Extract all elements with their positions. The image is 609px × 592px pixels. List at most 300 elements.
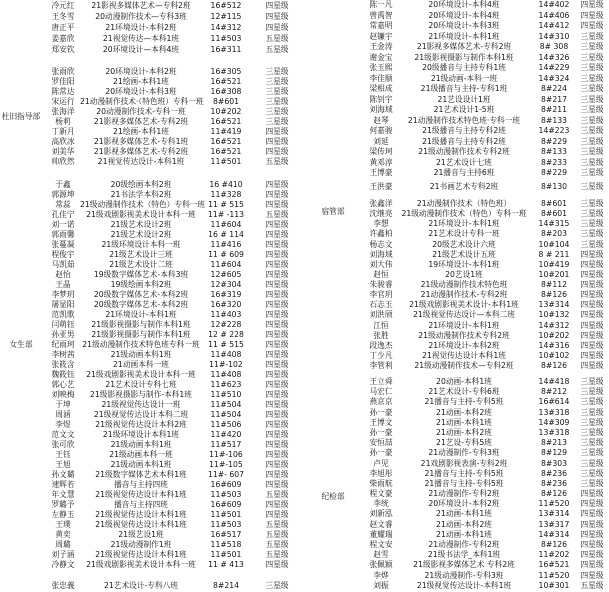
rating-cell: 五星级 (265, 490, 289, 499)
room-cell: 14#402 (538, 0, 570, 9)
room-cell: 14#326 (538, 52, 570, 62)
room-cell: 14#312 (538, 320, 570, 330)
class-cell: 21书法学本科2班 (110, 190, 172, 199)
room-cell: 11 # 515 (208, 200, 244, 209)
name-cell: 张雨欣 (51, 67, 75, 76)
room-cell: 11#504 (210, 400, 242, 409)
class-cell: 20环境设计-本科4班 (428, 0, 500, 9)
class-cell: 21播音与主持-专科5班 (424, 478, 504, 488)
table-row (300, 290, 609, 300)
room-cell: 11#501 (210, 510, 242, 519)
class-cell: 21环境设计-本科1班 (428, 31, 500, 41)
table-row (0, 350, 300, 360)
table-row (300, 53, 609, 64)
room-cell: 8#112 (540, 280, 567, 289)
table-row (300, 520, 609, 530)
class-cell: 21动漫制作技术特色班·专科一班 (407, 115, 521, 125)
table-row (0, 370, 300, 380)
table-row (300, 105, 609, 116)
department-label: 宿管部 (321, 207, 345, 216)
class-cell: 21级动画本科1班 (110, 460, 172, 469)
rating-cell: 四星级 (265, 350, 289, 359)
name-cell: 孔佳宁 (51, 210, 75, 219)
room-cell: 8#126 (540, 540, 567, 549)
class-cell: 21级视觉传达设计本科1班 (95, 510, 187, 519)
name-cell: 杨莉 (55, 117, 71, 126)
room-cell: 14#314 (538, 529, 570, 539)
rating-cell: 四星级 (265, 480, 289, 489)
class-cell: 21绘画-本科1班 (113, 77, 169, 86)
rating-cell: 三星级 (265, 581, 289, 590)
class-cell: 21级影视摄影与制作-本科1班 (89, 390, 192, 399)
room-cell: 11#419 (210, 127, 242, 136)
rating-cell: 三星级 (580, 136, 604, 146)
class-cell: 20级播音与主持专科1班 (422, 63, 506, 72)
table-row (300, 581, 609, 591)
name-cell: 罗佳阳 (51, 77, 75, 86)
class-cell: 21级动漫制作技术专科2班 (418, 330, 510, 340)
class-cell: 20环境设计-本科3班 (105, 87, 177, 96)
class-cell: 21级动漫制作-专科3班 (424, 570, 504, 580)
room-cell: 16 #410 (209, 180, 243, 189)
name-cell: 郭心艺 (51, 380, 75, 389)
table-row (0, 510, 300, 520)
right-table (300, 0, 609, 592)
rating-cell: 四星级 (580, 300, 604, 310)
table-row (300, 300, 609, 310)
table-row (0, 180, 300, 190)
class-cell: 21影视多媒体艺术-专科2班 (93, 117, 189, 126)
class-cell: 21级视觉传达设计一班 (101, 400, 181, 409)
name-cell: 刘海域 (369, 105, 393, 114)
rating-cell: 三星级 (580, 417, 604, 427)
room-cell: 16#311 (210, 45, 242, 54)
class-cell: 21播音与主持-专科5班 (424, 397, 504, 407)
table-row (300, 158, 609, 169)
room-cell: 11 # 609 (208, 250, 244, 259)
class-cell: 20级数字媒体艺术-本科2班 (93, 290, 189, 299)
room-cell: 11#-106 (209, 450, 243, 459)
rating-cell: 三星级 (580, 239, 604, 249)
room-cell: 8#601 (540, 209, 567, 219)
class-cell: 21艺术设计-专科八班 (103, 581, 179, 590)
class-cell: 21艺术设计1-5班 (433, 105, 495, 114)
table-row (0, 190, 300, 200)
name-cell: 江恒 (373, 320, 389, 330)
rating-cell: 三星级 (580, 168, 604, 177)
table-row (300, 95, 609, 106)
class-cell: 21动漫制作-专科2班 (428, 489, 500, 499)
table-section (300, 377, 609, 591)
class-cell: 20环境设计-本科2班 (428, 499, 500, 509)
class-cell: 21级动漫制作技术（特色）专科一班 (401, 209, 527, 219)
room-cell: 11#-102 (209, 360, 243, 369)
table-row (0, 420, 300, 430)
name-cell: 程俊宇 (51, 250, 75, 259)
rating-cell: 三星级 (580, 468, 604, 478)
name-cell: 马宏仁 (369, 387, 393, 397)
class-cell: 21动漫制作技术-专科2班 (420, 290, 508, 300)
rating-cell: 四星级 (265, 300, 289, 309)
table-row (0, 480, 300, 490)
table-row (300, 260, 609, 270)
rating-cell: 四星级 (580, 259, 604, 269)
class-cell: 21级视觉传达设计-本科1班 (416, 580, 512, 590)
rating-cell: 四星级 (265, 340, 289, 349)
table-row (300, 489, 609, 499)
table-row (300, 21, 609, 32)
name-cell: 赵琴 (373, 115, 389, 125)
name-cell: 王晶 (55, 280, 71, 289)
name-cell: 张胜 (373, 330, 389, 340)
class-cell: 21级动漫制作技术专科2班 (418, 147, 510, 156)
room-cell: 14#406 (538, 10, 570, 20)
rating-cell: 三星级 (580, 42, 604, 51)
rating-cell: 五星级 (580, 580, 604, 590)
table-row (300, 499, 609, 509)
table-row (0, 390, 300, 400)
class-cell: 21级动漫制作技术特色班专科一班 (82, 340, 200, 349)
room-cell: 16#319 (210, 290, 242, 299)
table-row (300, 0, 609, 11)
name-cell: 程文安 (369, 540, 393, 549)
rating-cell: 四星级 (580, 529, 604, 539)
class-cell: 20艺设1班 (445, 269, 483, 279)
class-cell: 21艺设-专科5班 (436, 438, 492, 448)
name-cell: 马凯茹 (51, 260, 75, 269)
rating-cell: 四星级 (580, 350, 604, 360)
table-row (300, 351, 609, 361)
rating-cell: 三星级 (580, 126, 604, 135)
name-cell: 宋运行 (51, 97, 75, 106)
rating-cell: 三星级 (580, 387, 604, 397)
table-row (300, 509, 609, 519)
name-cell: 李统 (373, 499, 389, 509)
table-row (300, 11, 609, 22)
room-cell: 14#229 (538, 63, 570, 72)
table-row (0, 380, 300, 390)
class-cell: 21级动漫制作技术特色班 (420, 280, 508, 289)
table-section (0, 67, 300, 167)
class-cell: 20环境设计-本科4班 (428, 10, 500, 20)
class-cell: 21视觉传达—本科1班 (102, 34, 180, 43)
table-row (300, 310, 609, 320)
rating-cell: 五星级 (265, 520, 289, 529)
class-cell: 21级戏剧影视美术设计本科一班 (86, 210, 196, 219)
room-cell: 13#314 (538, 509, 570, 519)
table-section (300, 199, 609, 371)
room-cell: 11#518 (210, 540, 242, 549)
table-row (0, 127, 300, 137)
class-cell: 21级影视摄影与制作本科1班 (91, 320, 191, 329)
name-cell: 王立舜 (369, 377, 393, 386)
rating-cell: 三星级 (580, 427, 604, 437)
room-cell: 11 # 413 (208, 560, 244, 569)
class-cell: 21环境设计-本科1班 (428, 320, 500, 330)
room-cell: 10#202 (210, 107, 242, 116)
rating-cell: 四星级 (265, 470, 289, 479)
name-cell: 丁少凡 (369, 350, 393, 360)
class-cell: 21级动画本科一班 (109, 450, 173, 459)
table-row (0, 137, 300, 147)
table-row (300, 540, 609, 550)
room-cell: 10#104 (538, 239, 570, 249)
class-cell: 20环境设计-本科3班 (428, 21, 500, 30)
rating-cell: 三星级 (580, 199, 604, 208)
rating-cell: 五星级 (265, 530, 289, 539)
department-label: 杜旧指导部 (1, 112, 41, 121)
name-cell: 于坤 (55, 400, 71, 409)
table-row (0, 210, 300, 220)
table-row (300, 428, 609, 438)
table-row (0, 22, 300, 33)
table-row (0, 540, 300, 550)
name-cell: 孙一豪 (369, 427, 393, 437)
class-cell: 21动漫制作技术·（特色班）专科一班 (80, 97, 204, 106)
room-cell: 16#512 (210, 1, 242, 10)
rating-cell: 四星级 (265, 400, 289, 409)
room-cell: 16 # 114 (208, 230, 244, 239)
room-cell: 12#304 (210, 280, 242, 289)
class-cell: 19级绘画本科2班 (110, 280, 172, 289)
class-cell: 21播音与主持6班 (433, 168, 495, 177)
rating-cell: 四星级 (580, 550, 604, 560)
table-row (300, 418, 609, 428)
table-row (0, 450, 300, 460)
room-cell: 10#132 (538, 310, 570, 320)
table-row (0, 67, 300, 77)
name-cell: 丁新月 (51, 127, 75, 136)
name-cell: 纪雨珂 (51, 340, 75, 349)
class-cell: 21级艺术设计五班 (432, 249, 496, 259)
table-row (0, 0, 300, 11)
rating-cell: 三星级 (580, 397, 604, 407)
name-cell: 赵镰宇 (369, 31, 393, 41)
room-cell: 8#126 (540, 361, 567, 370)
rating-cell: 四星级 (265, 380, 289, 389)
name-cell: 范文文 (51, 430, 75, 439)
room-cell: 13#318 (538, 407, 570, 417)
room-cell: 8#214 (212, 581, 239, 590)
name-cell: 赵恒 (373, 269, 389, 279)
table-row (300, 84, 609, 95)
name-cell: 王博豪 (369, 168, 393, 177)
table-row (300, 147, 609, 158)
name-cell: 郭源坤 (51, 190, 75, 199)
table-row (0, 560, 300, 570)
room-cell: 14#223 (538, 126, 570, 135)
rating-cell: 四星级 (580, 560, 604, 570)
name-cell: 张玉熙 (369, 63, 393, 72)
rating-cell: 三星级 (580, 115, 604, 125)
table-row (0, 470, 300, 480)
class-cell: 21级艺设1班 (118, 530, 164, 539)
name-cell: 程文豪 (369, 489, 393, 499)
table-row (0, 490, 300, 500)
room-cell: 11#506 (210, 420, 242, 429)
rating-cell: 四星级 (580, 361, 604, 370)
class-cell: 20动漫制作技术-专科一班 (96, 107, 186, 116)
room-cell: 11#517 (210, 440, 242, 449)
table-row (0, 87, 300, 97)
name-cell: 范凯歌 (51, 310, 75, 319)
class-cell: 21级环境设计本科一班 (101, 240, 181, 249)
class-cell: 21级动画本科1班 (110, 350, 172, 359)
table-row (0, 44, 300, 55)
rating-cell: 五星级 (265, 34, 289, 43)
name-cell: 于鑫 (55, 180, 71, 189)
table-row (300, 199, 609, 209)
rating-cell: 四星级 (265, 320, 289, 329)
class-cell: 20级绘画本科2班 (110, 180, 172, 189)
table-row (0, 147, 300, 157)
name-cell: 孙文璐 (51, 470, 75, 479)
class-cell: 21动画-本科1班 (436, 417, 492, 427)
rating-cell: 四星级 (265, 1, 289, 10)
room-cell: 14#316 (538, 340, 570, 350)
table-row (300, 530, 609, 540)
name-cell: 董耀瑞 (369, 529, 393, 539)
room-cell: 11#420 (210, 430, 242, 439)
room-cell: 8#601 (212, 97, 239, 106)
name-cell: 李梦玥 (51, 290, 75, 299)
table-row (0, 230, 300, 240)
table-row (300, 438, 609, 448)
name-cell: 李想 (373, 219, 389, 229)
class-cell: 21动画-本科1班 (436, 509, 492, 519)
table-row (0, 300, 300, 310)
name-cell: 姜嘉欣 (51, 34, 75, 43)
rating-cell: 四星级 (580, 519, 604, 529)
rating-cell: 三星级 (580, 31, 604, 41)
name-cell: 刘延 (373, 136, 389, 146)
table-row (0, 500, 300, 510)
class-cell: 21级视觉传达设计本科2班 (95, 420, 187, 429)
table-row (300, 250, 609, 260)
name-cell: 屠显阳 (51, 300, 75, 309)
name-cell: 冷元红 (51, 1, 75, 10)
table-row (0, 290, 300, 300)
room-cell: 11 # 515 (208, 340, 244, 349)
class-cell: 21书画艺术专科2班 (429, 182, 499, 191)
class-cell: 21级书法学_本科1班 (427, 550, 501, 560)
name-cell: 孙一豪 (369, 448, 393, 458)
class-cell: 21级影视摄影与制作本科1班 (91, 330, 191, 339)
name-cell: 罗璐予 (51, 500, 75, 509)
left-table (0, 0, 300, 592)
name-cell: 张忠義 (51, 581, 75, 590)
rating-cell: 三星级 (580, 73, 604, 83)
class-cell: 21动画本科一班 (113, 360, 169, 369)
class-cell: 21绘画-本科1班 (113, 127, 169, 136)
table-row (0, 530, 300, 540)
room-cell: 16#320 (210, 300, 242, 309)
rating-cell: 四星级 (265, 200, 289, 209)
room-cell: 11#604 (210, 260, 242, 269)
room-cell: 8#129 (540, 448, 567, 458)
name-cell: 王钰 (55, 450, 71, 459)
rating-cell: 四星级 (265, 190, 289, 199)
class-cell: 21视觉传达设计本科1班 (422, 350, 506, 360)
table-row (300, 377, 609, 387)
name-cell: 刘一诺 (51, 220, 75, 229)
room-cell: 13#318 (538, 427, 570, 437)
room-cell: 11#510 (210, 390, 242, 399)
name-cell: 王金涛 (369, 42, 393, 51)
class-cell: 播音与主持四班 (114, 500, 168, 509)
department-label: 女生部 (9, 340, 33, 349)
rating-cell: 三星级 (580, 147, 604, 156)
class-cell: 21动漫制作技术（特色班） (416, 199, 512, 208)
name-cell: 刘大伟 (369, 259, 393, 269)
room-cell: 11#504 (210, 410, 242, 419)
rating-cell: 三星级 (580, 84, 604, 93)
name-cell: 刘映梅 (51, 390, 75, 399)
name-cell: 黄邓淳 (369, 157, 393, 167)
rating-cell: 四星级 (580, 310, 604, 320)
rating-cell: 三星级 (580, 105, 604, 114)
rating-cell: 四星级 (580, 320, 604, 330)
room-cell: 8#303 (540, 458, 567, 468)
class-cell: 21影视多媒体艺术—专科2班 (91, 1, 191, 10)
class-cell: 21级视觉传达设计—本科二班 (412, 310, 516, 320)
name-cell: 刘子涵 (51, 550, 75, 559)
rating-cell: 五星级 (265, 157, 289, 166)
table-section (300, 0, 609, 179)
room-cell: 11#503 (210, 34, 242, 43)
name-cell: 孙亚男 (51, 330, 75, 339)
rating-cell: 四星级 (265, 510, 289, 519)
rating-cell: 三星级 (580, 182, 604, 191)
name-cell: 李管利 (369, 361, 393, 370)
room-cell: 16#609 (210, 480, 242, 489)
table-row (0, 250, 300, 260)
rating-cell: 四星级 (265, 410, 289, 419)
room-cell: 11#503 (210, 520, 242, 529)
room-cell: 14#418 (538, 377, 570, 386)
class-cell: 21环境设计-本科1班 (428, 219, 500, 229)
rating-cell: 四星级 (265, 280, 289, 289)
name-cell: 王冬雪 (51, 12, 75, 21)
name-cell: 曾禹智 (369, 10, 393, 20)
class-cell: 21艺术设计七班 (436, 157, 492, 167)
name-cell: 卢见 (373, 458, 389, 468)
class-cell: 19级数字媒体艺术-本科3班 (93, 270, 189, 279)
rating-cell: 三星级 (265, 117, 289, 126)
class-cell: 21动画-本科2班 (436, 519, 492, 529)
room-cell: 8#126 (540, 489, 567, 499)
class-cell: 21级动漫制作1班 (110, 540, 172, 549)
room-cell: 8#236 (540, 468, 567, 478)
rating-cell: 四星级 (580, 509, 604, 519)
class-cell: 21级艺术设计二班 (109, 260, 173, 269)
rating-cell: 四星级 (265, 560, 289, 569)
rating-cell: 四星级 (265, 260, 289, 269)
name-cell: 柴雨航 (369, 478, 393, 488)
room-cell: 16#521 (210, 117, 242, 126)
table-row (300, 448, 609, 458)
name-cell: 张筱含 (51, 360, 75, 369)
name-cell: 帅欣然 (51, 157, 75, 166)
class-cell: 21级动画-本科一班 (430, 73, 498, 83)
room-cell: 16#517 (210, 530, 242, 539)
name-cell: 刘美华 (51, 147, 75, 156)
room-cell: 14#312 (210, 23, 242, 32)
table-row (0, 360, 300, 370)
room-cell: 10#102 (538, 350, 570, 360)
table-row (300, 74, 609, 85)
class-cell: 20环境设计-本科2班 (105, 67, 177, 76)
